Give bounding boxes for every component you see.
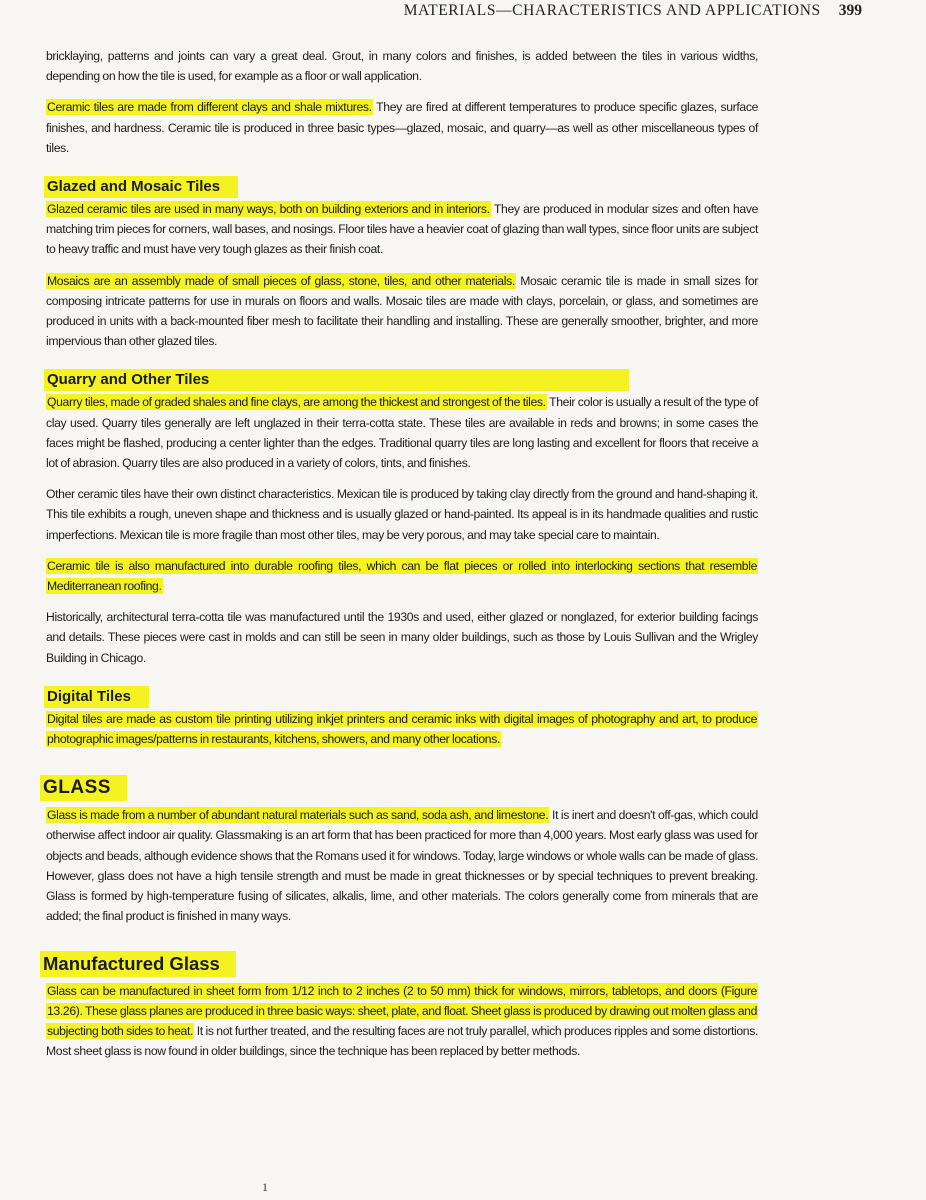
quarry-paragraph-4: Historically, architectural terra-cotta tile was manufactured until the 1930s and used, either glazed or nonglazed, for exterior building facings and details. These pieces were cast in molds and can still be seen in many older buildings, such as those by Louis Sullivan and the Wrigley Building in Chicago.	[46, 610, 758, 665]
paragraph-text: It is not further treated, and the resulting faces are not truly parallel, which produces ripples and some distortions. Most sheet glass is now found in older buildings, since the technique has been replaced by better methods.	[46, 1023, 758, 1059]
page-number: 399	[838, 2, 862, 19]
heading-digital-tiles: Digital Tiles	[44, 686, 149, 708]
paragraph-text: They are fired at different temperatures to produce specific glazes, surface finishes, and hardness. Ceramic tile is produced in three basic types—glazed, mosaic, and quarry—as well as other miscellaneous types of tiles.	[46, 100, 758, 155]
quarry-paragraph-1	[46, 392, 758, 473]
page-body	[43, 46, 759, 1072]
paragraph-text: It is inert and doesn't off-gas, which could otherwise affect indoor air quality. Glassmaking is an art form that has been practiced for more than 4,000 years. Most early glass was used for objects and beads, although evidence shows that the Romans used it for windows. Today, large windows or whole walls can be made of glass. However, glass does not have a high tensile strength and must be made in great thicknesses or by special techniques to prevent breaking. Glass is formed by high-temperature fusing of silicates, alkalis, lime, and other materials. The colors generally come from minerals that are added; the final product is finished in many ways.	[46, 808, 758, 924]
intro-paragraph-2	[46, 97, 758, 158]
intro-paragraph-1: bricklaying, patterns and joints can vary a great deal. Grout, in many colors and finishes, is added between the tiles in various widths, depending on how the tile is used, for example as a floor or wall application.	[46, 49, 758, 84]
paragraph-text: Their color is usually a result of the type of clay used. Quarry tiles generally are left unglazed in their terra-cotta state. These tiles are available in reds and browns; in some cases the faces might be flashed, producing a center lighter than the edges. Traditional quarry tiles are long lasting and excellent for floors that receive a lot of abrasion. Quarry tiles are also produced in a variety of colors, tints, and finishes.	[46, 395, 759, 471]
manufactured-paragraph-1	[46, 981, 758, 1062]
heading-glass: GLASS	[40, 775, 127, 801]
highlight: Glass is made from a number of abundant natural materials such as sand, soda ash, and limestone.	[47, 808, 549, 823]
section-digital	[46, 686, 758, 749]
section-quarry-other	[46, 369, 758, 667]
heading-quarry-other-tiles: Quarry and Other Tiles	[44, 369, 629, 391]
heading-glazed-mosaic-tiles: Glazed and Mosaic Tiles	[44, 176, 238, 198]
highlight: Ceramic tiles are made from different clays and shale mixtures.	[47, 100, 372, 115]
paragraph-text: They are produced in modular sizes and often have matching trim pieces for corners, wall bases, and nosings. Floor tiles have a heavier coat of glazing than wall types, since floor units are subject to heavy traffic and must have very tough glazes as their finish coat.	[46, 202, 758, 257]
highlight: Digital tiles are made as custom tile printing utilizing inkjet printers and ceramic inks with digital images of photography and art, to produce photographic images/patterns in restaurants, kitchens, showers, and many other locations.	[47, 711, 757, 747]
section-glass	[43, 775, 758, 926]
digital-paragraph-1	[46, 709, 758, 749]
section-manufactured-glass	[43, 951, 758, 1062]
glazed-paragraph-1	[46, 199, 758, 260]
section-glazed-mosaic	[46, 176, 758, 351]
highlight: Glazed ceramic tiles are used in many ways, both on building exteriors and in interiors.	[47, 202, 490, 217]
highlight: Glass can be manufactured in sheet form from 1/12 inch to 2 inches (2 to 50 mm) thick for windows, mirrors, tabletops, and doors (Figure 13.26). These glass planes are produced in three basic ways: sheet, plate, and float. Sheet glass is produced by drawing out molten glass and subjecting both sides to heat.	[47, 983, 757, 1038]
glass-paragraph-1	[46, 805, 758, 926]
running-title: MATERIALS—CHARACTERISTICS AND APPLICATIONS	[403, 2, 821, 19]
paragraph-text: Mosaic ceramic tile is made in small sizes for composing intricate patterns for use in murals on floors and walls. Mosaic tiles are made with clays, porcelain, or glass, and sometimes are produced in units with a back-mounted fiber mesh to facilitate their handling and installing. These are generally smoother, brighter, and more impervious than other glazed tiles.	[46, 273, 758, 349]
footer-mark: 1	[262, 1180, 268, 1194]
highlight: Quarry tiles, made of graded shales and fine clays, are among the thickest and strongest of the tiles.	[47, 395, 546, 410]
quarry-paragraph-3	[46, 556, 758, 596]
heading-manufactured-glass: Manufactured Glass	[40, 951, 236, 977]
running-head	[404, 2, 862, 20]
glazed-paragraph-2	[46, 271, 758, 352]
quarry-paragraph-2: Other ceramic tiles have their own distinct characteristics. Mexican tile is produced by taking clay directly from the ground and hand-shaping it. This tile exhibits a rough, uneven shape and thickness and is usually glazed or hand-painted. Its appeal is in its handmade qualities and rustic imperfections. Mexican tile is more fragile than most other tiles, may be very porous, and may take special care to maintain.	[46, 487, 758, 542]
highlight: Mosaics are an assembly made of small pieces of glass, stone, tiles, and other materials.	[47, 273, 515, 288]
highlight: Ceramic tile is also manufactured into durable roofing tiles, which can be flat pieces or rolled into interlocking sections that resemble Mediterranean roofing.	[47, 558, 757, 594]
